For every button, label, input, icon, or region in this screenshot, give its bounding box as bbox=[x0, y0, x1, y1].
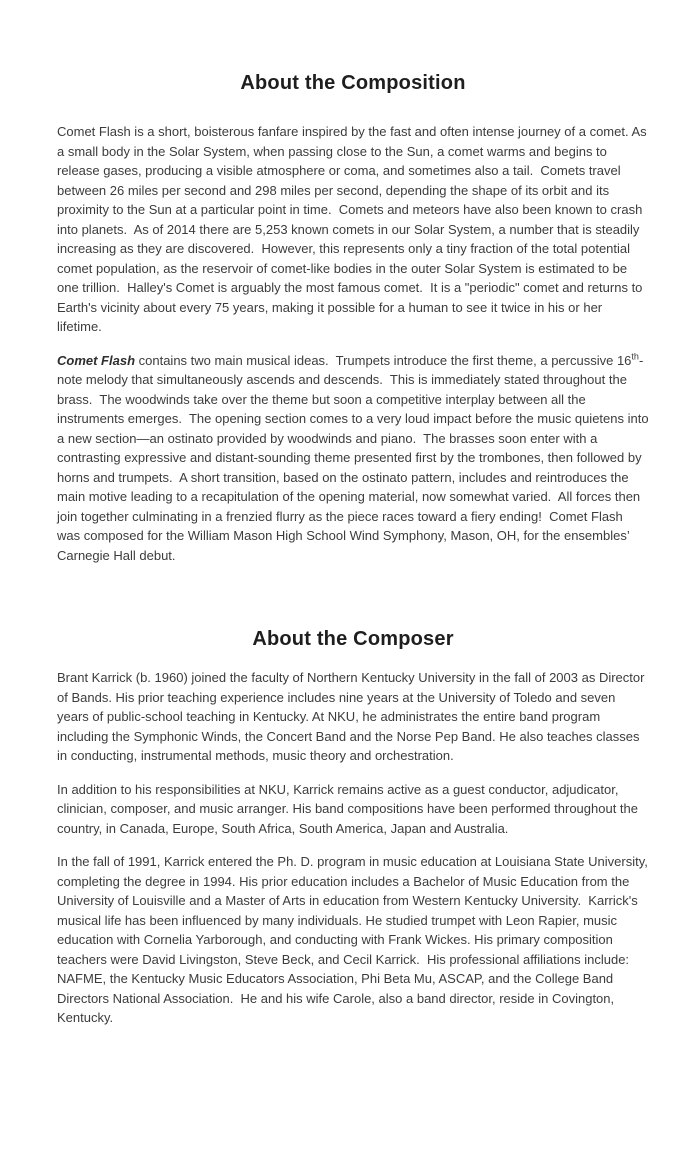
paragraph-text-segment: Comet Flash is a short, boisterous fanfare inspired by the fast and often intense journey of a comet. As a small body in the Solar System, when passing close to the Sun, a comet warms and begins to release gases, producing a visible atmosphere or coma, and sometimes also a tail. Comets travel between 26 miles per second and 298 miles per second, depending the shape of its orbit and its proximity to the Sun at a particular point in time. Comets and meteors have also been known to crash into planets. As of 2014 there are 5,253 known comets in our Solar System, a number that is steadily increasing as they are discovered. However, this represents only a tiny fraction of the total potential comet population, as the reservoir of comet-like bodies in the outer Solar System is estimated to be one trillion. Halley's Comet is arguably the most famous comet. It is a "periodic" comet and returns to Earth's vicinity about every 75 years, making it possible for a human to see it twice in his or her lifetime. bbox=[57, 124, 651, 334]
composition-section-title: About the Composition bbox=[240, 72, 466, 94]
body-paragraph bbox=[57, 122, 649, 337]
body-paragraph bbox=[57, 852, 652, 1028]
composer-section-body bbox=[57, 668, 652, 1028]
paragraph-text-segment: contains two main musical ideas. Trumpets introduce the first theme, a percussive 16 bbox=[135, 352, 632, 368]
composition-section-body bbox=[57, 122, 653, 565]
paragraph-text-segment: -note melody that simultaneously ascends and descends. This is immediately stated throughout the brass. The woodwinds take over the theme but soon a competitive interplay between all the instruments emerges. The opening section comes to a very loud impact before the music quietens into a new section—an ostinato provided by woodwinds and piano. The brasses soon enter with a contrasting expressive and distant-sounding theme presented first by the trombones, then followed by horns and trumpets. A short transition, based on the ostinato pattern, includes and reintroduces the main motive leading to a recapitulation of the opening material, now somewhat varied. All forces then join together culminating in a frenzied flurry as the piece races toward a fiery ending! Comet Flash was composed for the William Mason High School Wind Symphony, Mason, OH, for the ensembles’ Carnegie Hall debut. bbox=[57, 352, 653, 563]
composer-section-title: About the Composer bbox=[252, 628, 454, 650]
section-about-the-composer bbox=[57, 579, 652, 1028]
paragraph-text-segment: th bbox=[631, 351, 639, 362]
paragraph-text-segment: In the fall of 1991, Karrick entered the Ph. D. program in music education at Louisiana State University, completing the degree in 1994. His prior education includes a Bachelor of Music Education from the University of Louisville and a Master of Arts in education from Western Kentucky University. Karrick's musical life has been influenced by many individuals. He studied trumpet with Leon Rapier, music education with Cornelia Yarborough, and conducting with Frank Wickes. His primary composition teachers were David Livingston, Steve Beck, and Cecil Karrick. His professional affiliations include: NAFME, the Kentucky Music Educators Association, Phi Beta Mu, ASCAP, and the College Band Directors National Association. He and his wife Carole, also a band director, reside in Covington, Kentucky. bbox=[57, 854, 652, 1025]
paragraph-text-segment: Brant Karrick (b. 1960) joined the faculty of Northern Kentucky University in the fall of 2003 as Director of Bands. His prior teaching experience includes nine years at the University of Toledo and seven years of public-school teaching in Kentucky. At NKU, he administrates the entire band program including the Symphonic Winds, the Concert Band and the Norse Pep Band. He also teaches classes in conducting, instrumental methods, music theory and orchestration. bbox=[57, 670, 649, 763]
paragraph-text-segment: In addition to his responsibilities at NKU, Karrick remains active as a guest conductor, adjudicator, clinician, composer, and music arranger. His band compositions have been performed throughout the country, in Canada, Europe, South Africa, South America, Japan and Australia. bbox=[57, 781, 642, 836]
body-paragraph bbox=[57, 668, 649, 766]
paragraph-text-segment: Comet Flash bbox=[57, 352, 136, 368]
section-about-the-composition bbox=[57, 72, 653, 565]
body-paragraph bbox=[57, 351, 653, 566]
body-paragraph bbox=[57, 780, 649, 839]
